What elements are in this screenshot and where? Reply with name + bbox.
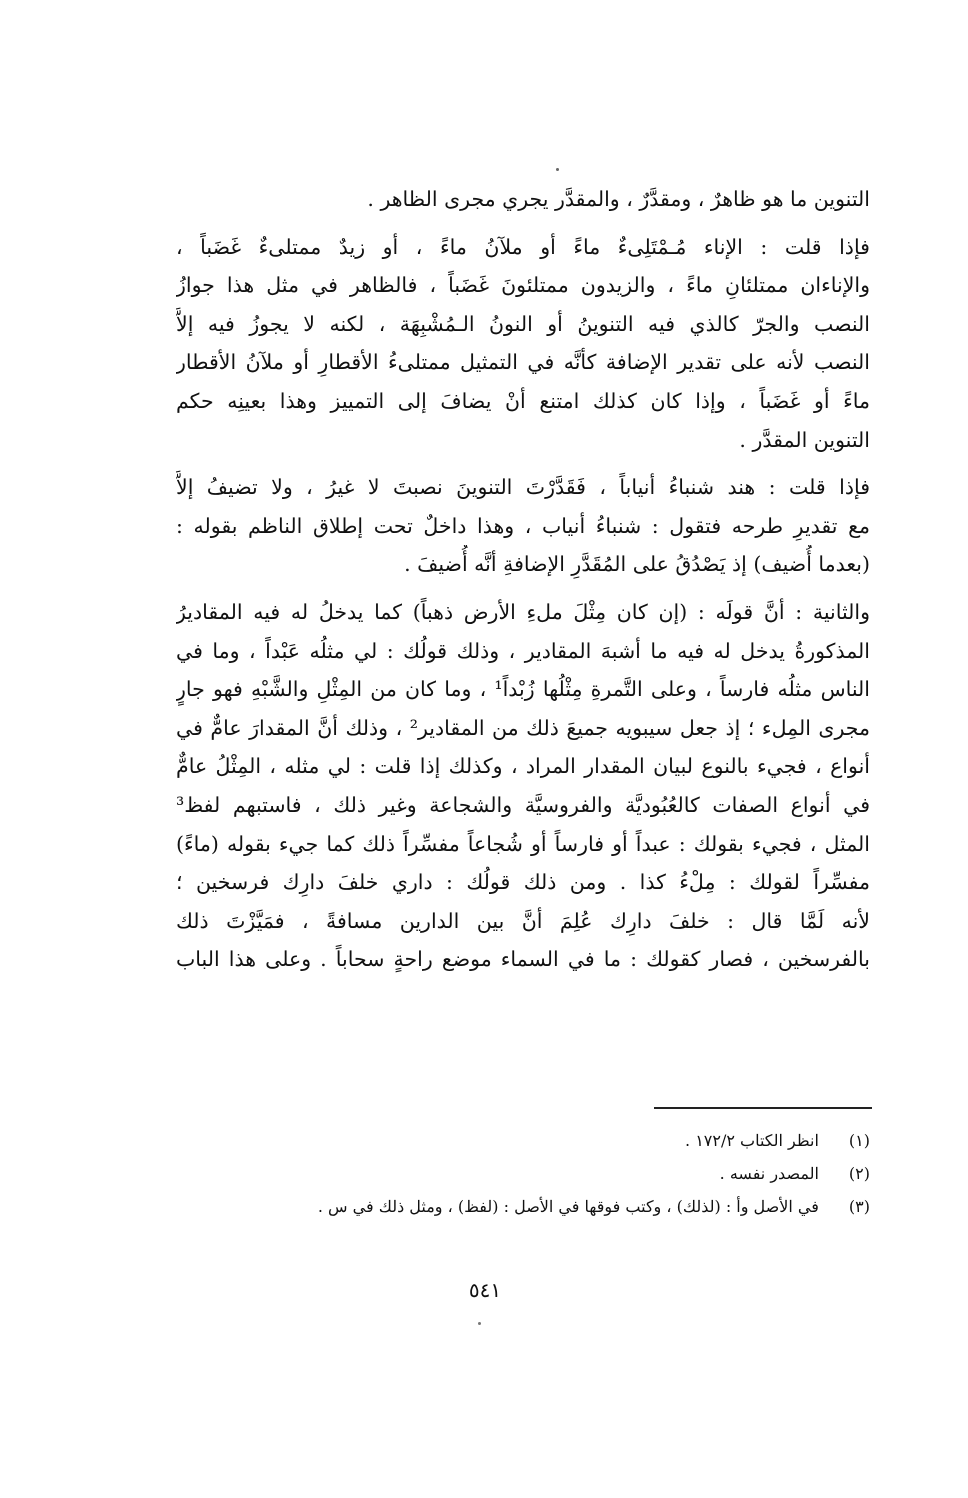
paragraph-3 [176,468,870,584]
text-line: مفسِّراً لقولك : مِلْءُ كذا . ومن ذلك قولُك : داري خلفَ دارِك فرسخين ؛ [176,870,870,895]
text-line: الناس مثلُه فارساً ، وعلى التَّمرةِ مِثْلُها زُبْداً¹ ، وما كان من المِثْلِ والشَّبْهِ فهو جارٍ [176,677,870,702]
footnote-number: (١) [848,1131,870,1150]
scan-speck [478,1322,481,1325]
text-line: ماءً أو غَضَباً ، وإذا كان كذلك امتنع أنْ يضافَ إلى التمييز وهذا بعينِه حكم [176,388,870,413]
text-line: فإذا قلت : الإناء مُـمْتَلِىءٌ ماءً أو ملآنُ ماءً ، أو زيدٌ ممتلىءٌ غَضَباً ، [176,234,870,259]
text-line: المثل ، فجيء بقولك : عبداً أو فارساً أو شُجاعاً مفسِّراً ذلك كما جيء بقوله (ماءً) [176,831,870,856]
text-line: النصب لأنه على تقدير الإضافة كأنَّه في التمثيل ممتلىءُ الأقطارِ أو ملآنُ الأقطار [176,350,870,375]
scan-speck [556,168,559,171]
text-line: المذكورةُ يدخل له فيه ما أشبهَ المقادير ، وذلك قولُك : لي مثلُه عَبْداً ، وما في [176,638,870,663]
page-number: ٥٤١ [468,1278,502,1302]
footnote-text: انظر الكتاب ١٧٢/٢ . [685,1131,819,1150]
paragraph-4 [176,593,870,979]
footnote-text: في الأصل وأ : (لذلك) ، وكتب فوقها في الأصل : (لفظ) ، ومثل ذلك في س . [317,1197,819,1216]
text-line: في أنواع الصفات كالعُبُوديَّة والفروسيَّة والشجاعة وغير ذلك ، فاستبهم لفظ³ [176,792,870,817]
text-line: التنوين ما هو ظاهرٌ ، ومقدَّرٌ ، والمقدَّر يجري مجرى الظاهر . [367,187,870,211]
footnote-number: (٢) [848,1164,870,1183]
text-line: أنواع ، فجيء بالنوع لبيان المقدار المراد ، وكذلك إذا قلت : لي مثله ، المِثْلُ عامٌّ [176,754,870,779]
main-text [176,180,870,979]
text-line: النصب والجرّ كالذي فيه التنوينُ أو النونُ الـمُشْبِهَة ، لكنه لا يجوزُ فيه إلاَّ [176,311,870,336]
text-line: (بعدما أُضيف) إذ يَصْدُقُ على المُقَدَّرِ الإضافةِ أنَّه أُضيفَ . [404,552,870,577]
text-line: فإذا قلت : هند شنباءُ أنياباً ، فَقَدَّرْتَ التنوينَ نصبتَ لا غيرُ ، ولا تضيفُ إلاَّ [176,475,870,500]
paragraph-1 [176,180,870,219]
text-line: مع تقديرِ طرحه فتقول : شنباءُ أنياب ، وهذا داخلٌ تحت إطلاق الناظم بقوله : [176,513,870,538]
footnote-text: المصدر نفسه . [719,1164,819,1183]
footnote [176,1190,870,1223]
footnotes [176,1124,870,1223]
paragraph-2 [176,228,870,460]
footnote [176,1124,870,1157]
text-line: لأنه لَمَّا قال : خلفَ دارِك عُلِمَ أنَّ بين الدارين مسافةً ، فمَيَّزْتَ ذلك [176,908,870,933]
text-line: والإناءان ممتلئانِ ماءً ، والزيدون ممتلئونَ غَضَباً ، فالظاهر في مثل هذا جوازُ [176,273,870,298]
footnote [176,1157,870,1190]
text-line: والثانية : أنَّ قولَه : (إن كان مِثْلَ ملءِ الأرض ذهباً) كما يدخلُ له فيه المقاديرُ [176,599,870,624]
text-line: التنوين المقدَّر . [739,427,870,452]
text-line: بالفرسخين ، فصار كقولك : ما في السماء موضع راحةٍ سحاباً . وعلى هذا الباب [176,947,870,972]
footnote-number: (٣) [848,1197,870,1216]
text-line: مجرى المِلء ؛ إذ جعل سيبويه جميعَ ذلك من المقادير² ، وذلك أنَّ المقدارَ عامٌّ في [176,715,870,740]
footnote-divider [654,1107,872,1109]
